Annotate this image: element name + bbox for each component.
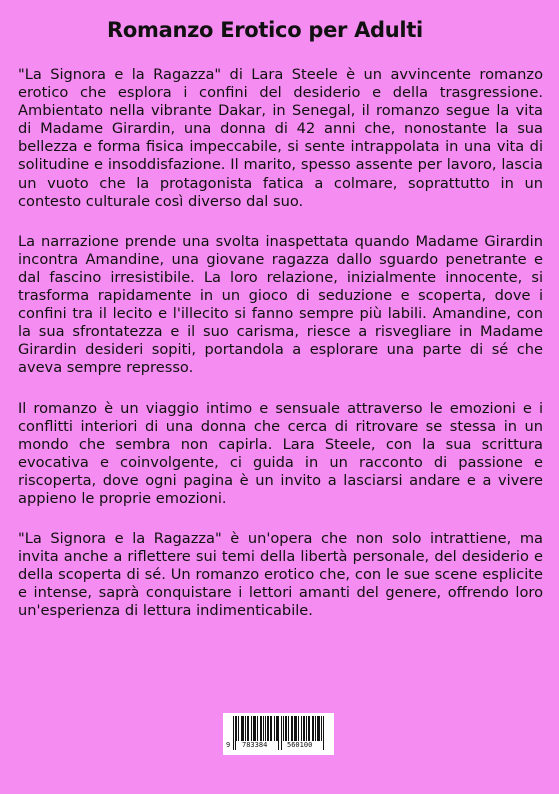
barcode-bar (265, 716, 266, 741)
synopsis-body (18, 66, 543, 643)
barcode-bar (313, 716, 314, 741)
barcode-bar (281, 716, 282, 750)
barcode-bar (312, 716, 313, 741)
barcode-bar (294, 716, 295, 741)
barcode-bar (257, 716, 258, 741)
barcode-bar (267, 716, 268, 741)
barcode-bar (251, 716, 252, 741)
synopsis-paragraph-1: "La Signora e la Ragazza" di Lara Steele è un avvincente romanzo erotico che esplora i confini del desiderio e della trasgressione. Ambientato nella vibrante Dakar, in Senegal, il romanzo segue la vita di Madame Girardin, una donna di 42 anni che, nonostante la sua bellezza e forma fisica impeccabile, si sente intrappolata in una vita di solitudine e insoddisfazione. Il marito, spesso assente per lavoro, lascia un vuoto che la protagonista fatica a colmare, soprattutto in un contesto culturale così diverso dal suo. (18, 66, 543, 210)
barcode-prefix-digit: 9 (226, 741, 231, 749)
barcode-bar (278, 716, 279, 750)
barcode-bar (288, 716, 289, 741)
barcode-bar (274, 716, 275, 741)
barcode-bar (254, 716, 255, 741)
barcode-bar (296, 716, 297, 741)
barcode-bar (303, 716, 304, 741)
barcode-bar (255, 716, 256, 741)
synopsis-paragraph-2: La narrazione prende una svolta inaspettata quando Madame Girardin incontra Amandine, una giovane ragazza dallo sguardo penetrante e dal fascino irresistibile. La loro relazione, inizialmente innocente, si trasforma rapidamente in un gioco di seduzione e scoperta, dove i confini tra il lecito e l'illecito si fanno sempre più labili. Amandine, con la sua sfrontatezza e il suo carisma, riesce a risvegliare in Madame Girardin desideri sopiti, portandola a esplorare una parte di sé che aveva sempre represso. (18, 232, 543, 377)
barcode-bar (253, 716, 254, 741)
barcode-bar (243, 716, 244, 741)
barcode-bar (236, 716, 237, 741)
barcode-bar (276, 716, 277, 741)
barcode-bar (248, 716, 249, 741)
barcode-bar (238, 716, 239, 741)
barcode-bar (285, 716, 286, 741)
synopsis-paragraph-4: "La Signora e la Ragazza" è un'opera che non solo intrattiene, ma invita anche a riflettere sui temi della libertà personale, del desiderio e della scoperta di sé. Un romanzo erotico che, con le sue scene esplicite e intense, saprà conquistare i lettori amanti del genere, offrendo loro un'esperienza di lettura indimenticabile. (18, 530, 543, 620)
barcode-bar (283, 716, 284, 741)
barcode-bar (241, 716, 242, 741)
barcode-bar (292, 716, 293, 741)
barcode-bar (304, 716, 305, 741)
barcode-bar (295, 716, 296, 741)
barcode-bar (321, 716, 322, 741)
barcode-digits-right: 560100 (287, 741, 313, 749)
barcode-bar (306, 716, 307, 741)
barcode-bar (242, 716, 243, 741)
barcode-bar (308, 716, 309, 741)
back-cover-title: Romanzo Erotico per Adulti (107, 18, 423, 42)
barcode-bar (317, 716, 318, 741)
barcode-bar (315, 716, 316, 741)
barcode-bar (233, 716, 234, 750)
barcode-icon (223, 713, 334, 755)
barcode-digits-left: 783384 (242, 741, 268, 749)
barcode-bar (298, 716, 299, 741)
barcode-bar (309, 716, 310, 741)
isbn-barcode (223, 713, 334, 755)
barcode-bar (286, 716, 287, 741)
barcode-bar (271, 716, 272, 741)
barcode-bar (291, 716, 292, 741)
barcode-bar (260, 716, 261, 741)
barcode-bar (318, 716, 319, 741)
barcode-bar (261, 716, 262, 741)
barcode-bar (270, 716, 271, 741)
barcode-bar (245, 716, 246, 741)
synopsis-paragraph-3: Il romanzo è un viaggio intimo e sensuale attraverso le emozioni e i conflitti interiori di una donna che cerca di ritrovare se stessa in un mondo che sembra non capirla. Lara Steele, con la sua scrittura evocativa e coinvolgente, ci guida in un racconto di passione e riscoperta, dove ogni pagina è un invito a lasciarsi andare e a vivere appieno le proprie emozioni. (18, 399, 543, 507)
barcode-bar (323, 716, 324, 750)
barcode-bar (247, 716, 248, 741)
barcode-bar (235, 716, 236, 750)
barcode-bar (301, 716, 302, 741)
barcode-bar (319, 716, 320, 741)
barcode-bar (277, 716, 278, 741)
barcode-bar (268, 716, 269, 741)
barcode-bar (263, 716, 264, 741)
